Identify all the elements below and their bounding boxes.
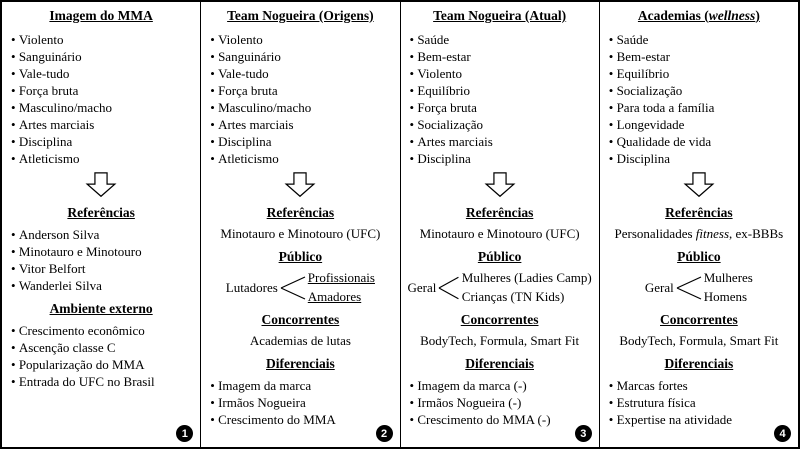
- trait-item: • Saúde: [408, 31, 592, 48]
- section-heading-publico: Público: [278, 249, 323, 264]
- fork-lines-icon: [676, 272, 702, 304]
- section-heading-concorrentes: Concorrentes: [460, 312, 539, 327]
- diferencial-item: • Imagem da marca (-): [408, 377, 592, 394]
- trait-item: • Saúde: [607, 31, 791, 48]
- section-heading-referencias: Referências: [266, 205, 335, 220]
- step-number-badge: 4: [774, 425, 791, 442]
- trait-item: • Vale-tudo: [9, 65, 193, 82]
- concorrentes-text: Academias de lutas: [249, 333, 351, 348]
- section-heading-referencias: Referências: [465, 205, 534, 220]
- referencias-text: Personalidades fitness, ex-BBBs: [614, 226, 784, 241]
- concorrentes-text: BodyTech, Formula, Smart Fit: [420, 333, 580, 348]
- trait-item: • Para toda a família: [607, 99, 791, 116]
- fork-branch-label: Amadores: [307, 289, 362, 304]
- trait-item: • Disciplina: [607, 150, 791, 167]
- panel-title: Academias (wellness): [637, 8, 760, 23]
- step-number-badge: 3: [575, 425, 592, 442]
- section-heading-concorrentes: Concorrentes: [660, 312, 738, 327]
- diferencial-item: • Crescimento do MMA: [208, 411, 392, 428]
- section-heading-referencias: Referências: [67, 205, 135, 220]
- step-number-badge: 1: [176, 425, 193, 442]
- trait-list: [208, 31, 392, 167]
- trait-item: • Atleticismo: [9, 150, 193, 167]
- fork-root-label: Geral: [407, 279, 437, 295]
- referencias-list: [9, 226, 193, 294]
- trait-item: • Masculino/macho: [9, 99, 193, 116]
- diferencial-item: • Crescimento do MMA (-): [408, 411, 592, 428]
- section-heading-publico: Público: [477, 249, 522, 264]
- step-number-badge: 2: [376, 425, 393, 442]
- trait-item: • Violento: [9, 31, 193, 48]
- down-arrow-icon: [408, 172, 592, 198]
- panel-team-nogueira-origens: [201, 2, 400, 447]
- ambiente-list: [9, 322, 193, 390]
- trait-item: • Força bruta: [208, 82, 392, 99]
- ambiente-item: • Popularização do MMA: [9, 356, 193, 373]
- diferencial-item: • Irmãos Nogueira: [208, 394, 392, 411]
- down-arrow-icon: [607, 172, 791, 198]
- referencia-item: • Vitor Belfort: [9, 260, 193, 277]
- fork-branch-label: Mulheres (Ladies Camp): [461, 270, 592, 285]
- trait-item: • Disciplina: [408, 150, 592, 167]
- trait-item: • Equilíbrio: [408, 82, 592, 99]
- fork-branch-label: Mulheres: [703, 270, 753, 285]
- trait-item: • Violento: [408, 65, 592, 82]
- fork-branch-label: Profissionais: [307, 270, 375, 285]
- down-arrow-icon: [9, 172, 193, 198]
- referencias-text: Minotauro e Minotouro (UFC): [220, 226, 381, 241]
- trait-item: • Artes marciais: [208, 116, 392, 133]
- fork-root-label: Geral: [644, 279, 674, 295]
- concorrentes-text: BodyTech, Formula, Smart Fit: [619, 333, 779, 348]
- panel-team-nogueira-atual: [401, 2, 600, 447]
- section-heading-referencias: Referências: [665, 205, 733, 220]
- trait-item: • Artes marciais: [408, 133, 592, 150]
- diferencial-item: • Imagem da marca: [208, 377, 392, 394]
- trait-item: • Sanguinário: [9, 48, 193, 65]
- fork-branch-label: Homens: [703, 289, 748, 304]
- trait-item: • Violento: [208, 31, 392, 48]
- diferenciais-list: [208, 377, 392, 428]
- fork-branches: [308, 270, 375, 305]
- section-heading-diferenciais: Diferenciais: [664, 356, 734, 371]
- publico-fork: [208, 270, 392, 305]
- section-heading-concorrentes: Concorrentes: [261, 312, 340, 327]
- ambiente-item: • Entrada do UFC no Brasil: [9, 373, 193, 390]
- trait-item: • Socialização: [408, 116, 592, 133]
- trait-list: [607, 31, 791, 167]
- section-heading-ambiente-externo: Ambiente externo: [49, 301, 153, 316]
- diferencial-item: • Irmãos Nogueira (-): [408, 394, 592, 411]
- fork-branch-label: Crianças (TN Kids): [461, 289, 565, 304]
- fork-branches: [462, 270, 592, 305]
- trait-item: • Força bruta: [408, 99, 592, 116]
- panel-title: Imagem do MMA: [49, 8, 153, 23]
- diferencial-item: • Expertise na atividade: [607, 411, 791, 428]
- ambiente-item: • Crescimento econômico: [9, 322, 193, 339]
- publico-fork: [607, 270, 791, 305]
- trait-item: • Equilíbrio: [607, 65, 791, 82]
- publico-fork: [408, 270, 592, 305]
- fork-lines-icon: [438, 272, 459, 304]
- trait-item: • Qualidade de vida: [607, 133, 791, 150]
- trait-item: • Artes marciais: [9, 116, 193, 133]
- fork-root-label: Lutadores: [225, 279, 278, 295]
- trait-item: • Socialização: [607, 82, 791, 99]
- down-arrow-icon: [208, 172, 392, 198]
- trait-item: • Atleticismo: [208, 150, 392, 167]
- trait-item: • Bem-estar: [607, 48, 791, 65]
- panel-academias-wellness: [600, 2, 798, 447]
- referencia-item: • Anderson Silva: [9, 226, 193, 243]
- trait-list: [408, 31, 592, 167]
- diferenciais-list: [408, 377, 592, 428]
- trait-list: [9, 31, 193, 167]
- section-heading-publico: Público: [677, 249, 721, 264]
- diferenciais-list: [607, 377, 791, 428]
- trait-item: • Vale-tudo: [208, 65, 392, 82]
- trait-item: • Disciplina: [208, 133, 392, 150]
- trait-item: • Masculino/macho: [208, 99, 392, 116]
- trait-item: • Sanguinário: [208, 48, 392, 65]
- diferencial-item: • Estrutura física: [607, 394, 791, 411]
- section-heading-diferenciais: Diferenciais: [465, 356, 534, 371]
- fork-branches: [704, 270, 753, 305]
- trait-item: • Disciplina: [9, 133, 193, 150]
- panel-title: Team Nogueira (Atual): [433, 8, 567, 23]
- referencia-item: • Minotauro e Minotouro: [9, 243, 193, 260]
- panel-imagem-do-mma: [2, 2, 201, 447]
- referencia-item: • Wanderlei Silva: [9, 277, 193, 294]
- fork-lines-icon: [280, 272, 306, 304]
- trait-item: • Força bruta: [9, 82, 193, 99]
- ambiente-item: • Ascenção classe C: [9, 339, 193, 356]
- referencias-text: Minotauro e Minotouro (UFC): [419, 226, 580, 241]
- diferencial-item: • Marcas fortes: [607, 377, 791, 394]
- panel-title: Team Nogueira (Origens): [227, 8, 374, 23]
- trait-item: • Bem-estar: [408, 48, 592, 65]
- section-heading-diferenciais: Diferenciais: [266, 356, 335, 371]
- trait-item: • Longevidade: [607, 116, 791, 133]
